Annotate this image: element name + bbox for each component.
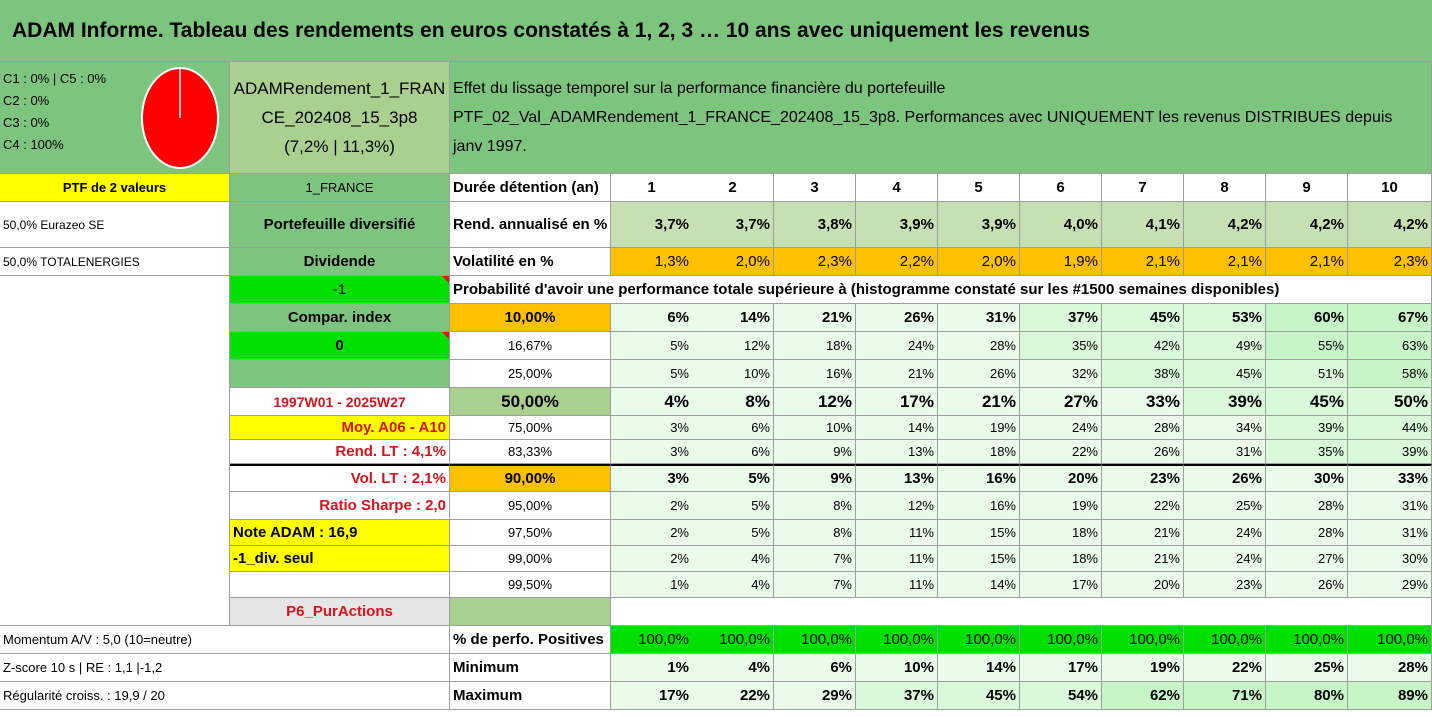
probability-value-11-year-4: 11% [856, 572, 938, 598]
min-value-year-9: 25% [1266, 654, 1348, 682]
probability-value-11-year-9: 26% [1266, 572, 1348, 598]
probability-value-6-year-5: 18% [938, 440, 1020, 464]
max-value-year-1: 17% [611, 682, 693, 710]
income-type-cell: Dividende [230, 248, 450, 276]
vol-lt-cell: Vol. LT : 2,1% [230, 464, 450, 492]
probability-value-5-year-1: 3% [611, 416, 693, 440]
minus-one-cell[interactable]: -1 [230, 276, 450, 304]
vol-value-year-7: 2,1% [1102, 248, 1184, 276]
probability-value-11-year-7: 20% [1102, 572, 1184, 598]
threshold-3: 25,00% [450, 360, 611, 388]
probability-value-4-year-9: 45% [1266, 388, 1348, 416]
probability-value-7-year-10: 33% [1348, 464, 1432, 492]
zscore-label: Z-score 10 s | RE : 1,1 |-1,2 [0, 654, 450, 682]
p6-cell: P6_PurActions [230, 598, 450, 626]
probability-value-5-year-2: 6% [692, 416, 774, 440]
max-value-year-3: 29% [774, 682, 856, 710]
note-adam-cell: Note ADAM : 16,9 [230, 520, 450, 546]
description-line-3: janv 1997. [453, 138, 527, 155]
probability-value-2-year-3: 18% [774, 332, 856, 360]
probability-value-9-year-1: 2% [611, 520, 693, 546]
probability-value-10-year-6: 18% [1020, 546, 1102, 572]
threshold-2: 16,67% [450, 332, 611, 360]
allocation-line-3: C3 : 0% [3, 115, 50, 130]
probability-value-4-year-2: 8% [692, 388, 774, 416]
probability-value-11-year-3: 7% [774, 572, 856, 598]
probability-value-4-year-1: 4% [611, 388, 693, 416]
threshold-4: 50,00% [450, 388, 611, 416]
portfolio-name-line-2: CE_202408_15_3p8 [261, 108, 418, 127]
probability-value-5-year-5: 19% [938, 416, 1020, 440]
probability-value-3-year-10: 58% [1348, 360, 1432, 388]
probability-value-8-year-4: 12% [856, 492, 938, 520]
probability-value-7-year-4: 13% [856, 464, 938, 492]
probability-value-8-year-6: 19% [1020, 492, 1102, 520]
country-cell: 1_FRANCE [230, 174, 450, 202]
report-title: ADAM Informe. Tableau des rendements en euros constatés à 1, 2, 3 … 10 ans avec uniquement les revenus [0, 0, 1432, 62]
min-value-year-2: 4% [692, 654, 774, 682]
spacer-green-cell [450, 598, 611, 626]
probability-value-9-year-6: 18% [1020, 520, 1102, 546]
probability-value-9-year-5: 15% [938, 520, 1020, 546]
probability-value-2-year-8: 49% [1184, 332, 1266, 360]
allocation-line-1: C1 : 0% | C5 : 0% [3, 71, 107, 86]
threshold-10: 99,00% [450, 546, 611, 572]
momentum-label: Momentum A/V : 5,0 (10=neutre) [0, 626, 450, 654]
vol-value-year-1: 1,3% [611, 248, 693, 276]
probability-value-3-year-5: 26% [938, 360, 1020, 388]
min-value-year-8: 22% [1184, 654, 1266, 682]
moy-cell: Moy. A06 - A10 [230, 416, 450, 440]
probability-value-4-year-7: 33% [1102, 388, 1184, 416]
max-value-year-2: 22% [692, 682, 774, 710]
probability-value-3-year-8: 45% [1184, 360, 1266, 388]
vol-value-year-3: 2,3% [774, 248, 856, 276]
rend-value-year-7: 4,1% [1102, 202, 1184, 248]
allocation-pie-chart [139, 64, 221, 172]
compar-index-value[interactable]: 0 [230, 332, 450, 360]
threshold-11: 99,50% [450, 572, 611, 598]
compar-index-cell: Compar. index [230, 304, 450, 332]
vol-value-year-9: 2,1% [1266, 248, 1348, 276]
probability-value-9-year-7: 21% [1102, 520, 1184, 546]
rend-lt-cell: Rend. LT : 4,1% [230, 440, 450, 464]
probability-value-2-year-9: 55% [1266, 332, 1348, 360]
left-empty [0, 276, 230, 626]
probability-value-6-year-8: 31% [1184, 440, 1266, 464]
probability-value-9-year-2: 5% [692, 520, 774, 546]
pos-value-year-4: 100,0% [856, 626, 938, 654]
allocation-line-4: C4 : 100% [3, 137, 64, 152]
probability-value-3-year-6: 32% [1020, 360, 1102, 388]
portfolio-name-line-3: (7,2% | 11,3%) [284, 137, 395, 156]
probability-value-2-year-2: 12% [692, 332, 774, 360]
probability-value-8-year-5: 16% [938, 492, 1020, 520]
probability-value-3-year-3: 16% [774, 360, 856, 388]
threshold-6: 83,33% [450, 440, 611, 464]
rend-value-year-4: 3,9% [856, 202, 938, 248]
year-header-10: 10 [1348, 174, 1432, 202]
empty-green-cell [230, 360, 450, 388]
min-value-year-1: 1% [611, 654, 693, 682]
year-header-3: 3 [774, 174, 856, 202]
probability-value-11-year-1: 1% [611, 572, 693, 598]
ptf-label: PTF de 2 valeurs [0, 174, 230, 202]
probability-value-6-year-7: 26% [1102, 440, 1184, 464]
probability-value-8-year-10: 31% [1348, 492, 1432, 520]
probability-value-5-year-6: 24% [1020, 416, 1102, 440]
probability-value-3-year-7: 38% [1102, 360, 1184, 388]
probability-value-10-year-10: 30% [1348, 546, 1432, 572]
allocation-block [0, 62, 230, 174]
rend-label: Rend. annualisé en % [450, 202, 611, 248]
min-value-year-3: 6% [774, 654, 856, 682]
probability-value-4-year-4: 17% [856, 388, 938, 416]
probability-value-2-year-1: 5% [611, 332, 693, 360]
portfolio-name-line-1: ADAMRendement_1_FRAN [233, 79, 446, 98]
pos-value-year-5: 100,0% [938, 626, 1020, 654]
rend-value-year-9: 4,2% [1266, 202, 1348, 248]
rend-value-year-5: 3,9% [938, 202, 1020, 248]
max-value-year-8: 71% [1184, 682, 1266, 710]
probability-value-1-year-4: 26% [856, 304, 938, 332]
portfolio-type-cell: Portefeuille diversifié [230, 202, 450, 248]
description-line-1: Effet du lissage temporel sur la performance financière du portefeuille [453, 80, 946, 97]
probability-value-1-year-6: 37% [1020, 304, 1102, 332]
probability-value-11-year-10: 29% [1348, 572, 1432, 598]
description-line-2: PTF_02_Val_ADAMRendement_1_FRANCE_202408_15_3p8. Performances avec UNIQUEMENT les revenus DISTRIBUES depuis [453, 109, 1393, 126]
probability-value-5-year-3: 10% [774, 416, 856, 440]
pos-value-year-1: 100,0% [611, 626, 693, 654]
probability-value-5-year-10: 44% [1348, 416, 1432, 440]
probability-value-6-year-6: 22% [1020, 440, 1102, 464]
probability-value-1-year-10: 67% [1348, 304, 1432, 332]
sharpe-cell: Ratio Sharpe : 2,0 [230, 492, 450, 520]
threshold-7: 90,00% [450, 464, 611, 492]
probability-value-2-year-5: 28% [938, 332, 1020, 360]
probability-value-7-year-7: 23% [1102, 464, 1184, 492]
holding-1: 50,0% Eurazeo SE [0, 202, 230, 248]
probability-value-2-year-4: 24% [856, 332, 938, 360]
pos-label: % de perfo. Positives [450, 626, 611, 654]
year-header-5: 5 [938, 174, 1020, 202]
portfolio-name-block [230, 62, 450, 174]
probability-value-1-year-2: 14% [692, 304, 774, 332]
vol-value-year-4: 2,2% [856, 248, 938, 276]
probability-value-10-year-5: 15% [938, 546, 1020, 572]
probability-value-3-year-9: 51% [1266, 360, 1348, 388]
probability-value-5-year-8: 34% [1184, 416, 1266, 440]
probability-value-5-year-7: 28% [1102, 416, 1184, 440]
probability-value-4-year-3: 12% [774, 388, 856, 416]
probability-value-6-year-10: 39% [1348, 440, 1432, 464]
year-header-4: 4 [856, 174, 938, 202]
vol-label: Volatilité en % [450, 248, 611, 276]
regularite-label: Régularité croiss. : 19,9 / 20 [0, 682, 450, 710]
probability-value-8-year-1: 2% [611, 492, 693, 520]
max-value-year-6: 54% [1020, 682, 1102, 710]
probability-value-6-year-3: 9% [774, 440, 856, 464]
pos-value-year-3: 100,0% [774, 626, 856, 654]
probability-value-10-year-8: 24% [1184, 546, 1266, 572]
probability-value-8-year-9: 28% [1266, 492, 1348, 520]
vol-value-year-10: 2,3% [1348, 248, 1432, 276]
probability-value-9-year-3: 8% [774, 520, 856, 546]
probability-value-4-year-6: 27% [1020, 388, 1102, 416]
probability-value-8-year-3: 8% [774, 492, 856, 520]
year-header-7: 7 [1102, 174, 1184, 202]
probability-value-4-year-10: 50% [1348, 388, 1432, 416]
min-value-year-10: 28% [1348, 654, 1432, 682]
probability-value-6-year-9: 35% [1266, 440, 1348, 464]
probability-value-7-year-1: 3% [611, 464, 693, 492]
probability-value-1-year-8: 53% [1184, 304, 1266, 332]
probability-value-11-year-6: 17% [1020, 572, 1102, 598]
probability-value-9-year-10: 31% [1348, 520, 1432, 546]
rend-value-year-3: 3,8% [774, 202, 856, 248]
probability-value-1-year-9: 60% [1266, 304, 1348, 332]
probability-value-1-year-7: 45% [1102, 304, 1184, 332]
probability-value-11-year-2: 4% [692, 572, 774, 598]
probability-value-10-year-4: 11% [856, 546, 938, 572]
probability-value-9-year-8: 24% [1184, 520, 1266, 546]
pos-value-year-7: 100,0% [1102, 626, 1184, 654]
probability-value-8-year-7: 22% [1102, 492, 1184, 520]
max-value-year-9: 80% [1266, 682, 1348, 710]
probability-value-9-year-9: 28% [1266, 520, 1348, 546]
threshold-9: 97,50% [450, 520, 611, 546]
probability-value-10-year-9: 27% [1266, 546, 1348, 572]
rend-value-year-8: 4,2% [1184, 202, 1266, 248]
probability-value-3-year-2: 10% [692, 360, 774, 388]
probability-value-7-year-2: 5% [692, 464, 774, 492]
probability-value-2-year-10: 63% [1348, 332, 1432, 360]
probability-value-10-year-3: 7% [774, 546, 856, 572]
min-label: Minimum [450, 654, 611, 682]
vol-value-year-6: 1,9% [1020, 248, 1102, 276]
pos-value-year-2: 100,0% [692, 626, 774, 654]
min-value-year-6: 17% [1020, 654, 1102, 682]
probability-value-10-year-1: 2% [611, 546, 693, 572]
probability-value-1-year-3: 21% [774, 304, 856, 332]
probability-value-8-year-2: 5% [692, 492, 774, 520]
side-empty [230, 572, 450, 598]
max-value-year-10: 89% [1348, 682, 1432, 710]
max-value-year-5: 45% [938, 682, 1020, 710]
probability-value-5-year-4: 14% [856, 416, 938, 440]
probability-value-7-year-8: 26% [1184, 464, 1266, 492]
probability-value-10-year-2: 4% [692, 546, 774, 572]
probability-value-8-year-8: 25% [1184, 492, 1266, 520]
probability-title: Probabilité d'avoir une performance totale supérieure à (histogramme constaté sur les #1500 semaines disponibles) [450, 276, 1432, 304]
probability-value-7-year-6: 20% [1020, 464, 1102, 492]
threshold-1: 10,00% [450, 304, 611, 332]
year-header-2: 2 [692, 174, 774, 202]
probability-value-7-year-5: 16% [938, 464, 1020, 492]
pos-value-year-10: 100,0% [1348, 626, 1432, 654]
min-value-year-7: 19% [1102, 654, 1184, 682]
rend-value-year-1: 3,7% [611, 202, 693, 248]
vol-value-year-2: 2,0% [692, 248, 774, 276]
probability-value-9-year-4: 11% [856, 520, 938, 546]
vol-value-year-5: 2,0% [938, 248, 1020, 276]
rend-value-year-10: 4,2% [1348, 202, 1432, 248]
max-value-year-4: 37% [856, 682, 938, 710]
max-value-year-7: 62% [1102, 682, 1184, 710]
probability-value-5-year-9: 39% [1266, 416, 1348, 440]
year-header-8: 8 [1184, 174, 1266, 202]
probability-value-6-year-4: 13% [856, 440, 938, 464]
probability-value-2-year-6: 35% [1020, 332, 1102, 360]
holding-2: 50,0% TOTALENERGIES [0, 248, 230, 276]
probability-value-7-year-9: 30% [1266, 464, 1348, 492]
probability-value-3-year-1: 5% [611, 360, 693, 388]
probability-value-11-year-5: 14% [938, 572, 1020, 598]
probability-value-2-year-7: 42% [1102, 332, 1184, 360]
probability-value-11-year-8: 23% [1184, 572, 1266, 598]
probability-value-3-year-4: 21% [856, 360, 938, 388]
description-block [450, 62, 1432, 174]
vol-value-year-8: 2,1% [1184, 248, 1266, 276]
probability-value-6-year-2: 6% [692, 440, 774, 464]
probability-value-1-year-5: 31% [938, 304, 1020, 332]
probability-value-6-year-1: 3% [611, 440, 693, 464]
duree-label: Durée détention (an) [450, 174, 611, 202]
pos-value-year-6: 100,0% [1020, 626, 1102, 654]
probability-value-4-year-5: 21% [938, 388, 1020, 416]
allocation-line-2: C2 : 0% [3, 93, 50, 108]
threshold-5: 75,00% [450, 416, 611, 440]
period-cell: 1997W01 - 2025W27 [230, 388, 450, 416]
year-header-6: 6 [1020, 174, 1102, 202]
rend-value-year-2: 3,7% [692, 202, 774, 248]
probability-value-10-year-7: 21% [1102, 546, 1184, 572]
probability-value-4-year-8: 39% [1184, 388, 1266, 416]
probability-value-7-year-3: 9% [774, 464, 856, 492]
max-label: Maximum [450, 682, 611, 710]
div-seul-cell: -1_div. seul [230, 546, 450, 572]
min-value-year-5: 14% [938, 654, 1020, 682]
threshold-8: 95,00% [450, 492, 611, 520]
year-header-9: 9 [1266, 174, 1348, 202]
year-header-1: 1 [611, 174, 693, 202]
min-value-year-4: 10% [856, 654, 938, 682]
spacer-empty-row [611, 598, 1432, 626]
rend-value-year-6: 4,0% [1020, 202, 1102, 248]
pos-value-year-9: 100,0% [1266, 626, 1348, 654]
pos-value-year-8: 100,0% [1184, 626, 1266, 654]
probability-value-1-year-1: 6% [611, 304, 693, 332]
